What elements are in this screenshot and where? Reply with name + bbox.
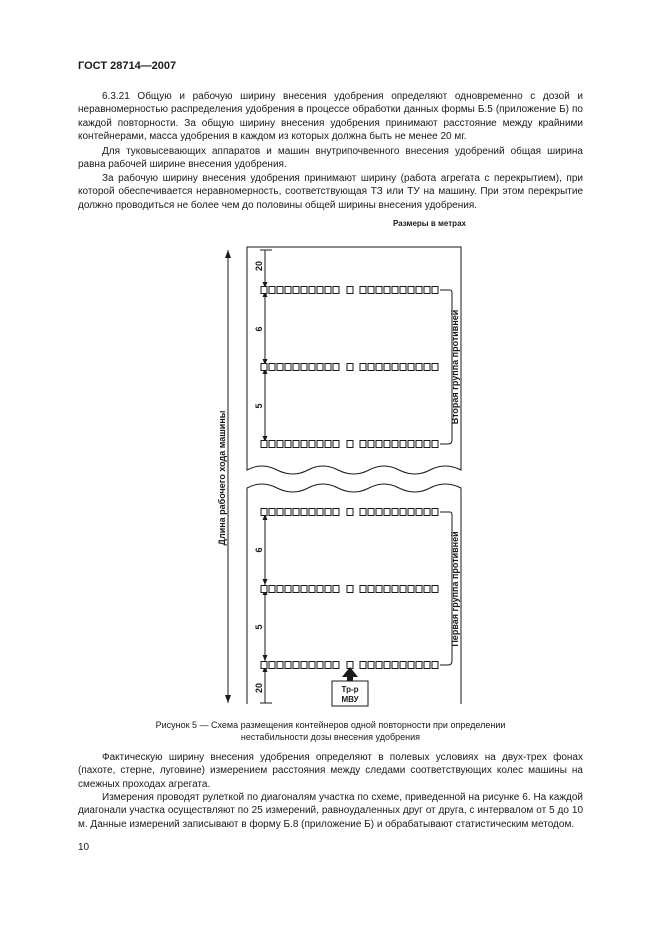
dimension-line-upper [254,250,272,444]
container-box [261,586,267,593]
container-box [424,662,430,669]
dim-lower-20: 20 [254,682,264,694]
container-box [376,441,382,448]
container-box [277,364,283,371]
container-box [333,509,339,516]
container-box [432,441,438,448]
container-box [269,364,275,371]
container-box [309,287,315,294]
container-box [384,662,390,669]
container-box [408,287,414,294]
page-number: 10 [78,842,90,853]
container-box [301,364,307,371]
container-box [400,662,406,669]
container-box [325,441,331,448]
container-box [277,509,283,516]
paragraph-working-width: За рабочую ширину внесения удобрения принимают ширину (работа агрегата с перекрытием), при которой обеспечивается неравномерность, соответствующая ТЗ или ТУ на машину. При этом перекрытие должно проводиться не более чем до половины общей ширины внесения удобрения. [78,173,583,211]
container-box [424,509,430,516]
container-box [309,441,315,448]
length-dimension [217,250,231,703]
machine-label-tractor: Тр-р [341,685,359,694]
container-box [400,364,406,371]
dim-upper-20: 20 [254,260,264,272]
document-header: ГОСТ 28714—2007 [78,60,177,72]
container-box [285,662,291,669]
dim-upper-6: 6 [254,326,264,332]
container-box [301,586,307,593]
container-box [301,662,307,669]
container-box [325,509,331,516]
container-box [424,441,430,448]
container-box [333,662,339,669]
container-box [285,509,291,516]
container-box [424,364,430,371]
container-box [416,662,422,669]
container-box [432,662,438,669]
lower-field-frame [247,484,461,704]
container-box [347,509,353,516]
dimension-line-lower [254,512,272,703]
container-box [293,287,299,294]
container-box [376,364,382,371]
container-box [368,441,374,448]
container-box [277,586,283,593]
dim-lower-5: 5 [254,624,264,630]
container-box [432,586,438,593]
container-box [293,441,299,448]
container-box [347,586,353,593]
container-box [269,287,275,294]
container-box [333,287,339,294]
container-box [269,441,275,448]
paragraph-measurements: Измерения проводят рулеткой по диагоналям участка по схеме, приведенной на рисунке 6. На каждой диагонали участка осуществляют по 25 измерений, равноудаленных друг от друга, с интервалом от 5 до 10 м. Данные измерений записывают в форму Б.8 (приложение Б) и обрабатывают статистическим методом. [78,792,583,830]
container-box [325,287,331,294]
container-box [384,441,390,448]
container-box [432,287,438,294]
container-box [408,441,414,448]
container-box [325,586,331,593]
container-box [384,586,390,593]
upper-group-label: Вторая группа противней [450,309,460,425]
container-row [261,662,438,669]
container-box [408,509,414,516]
paragraph-actual-width: Фактическую ширину внесения удобрения определяют в полевых условиях на двух-трех фонах (пахоте, стерне, луговине) измерением расстояния между следами соответствующих колес машины на смежных проходах агрегата. [78,752,583,790]
container-box [269,662,275,669]
container-box [261,364,267,371]
container-box [285,586,291,593]
container-box [392,586,398,593]
container-box [360,287,366,294]
container-box [368,364,374,371]
container-box [347,364,353,371]
container-box [432,509,438,516]
container-box [360,364,366,371]
figure-caption-line2: нестабильности дозы внесения удобрения [240,732,421,742]
container-box [317,287,323,294]
container-box [400,441,406,448]
container-box [368,509,374,516]
container-box [293,586,299,593]
dim-upper-5: 5 [254,403,264,409]
container-box [360,662,366,669]
container-box [432,364,438,371]
container-box [360,441,366,448]
container-box [285,287,291,294]
container-box [301,287,307,294]
container-box [325,364,331,371]
container-box [277,662,283,669]
container-box [400,287,406,294]
container-box [360,509,366,516]
container-row [261,287,438,294]
container-row [261,509,438,516]
container-box [317,509,323,516]
container-box [416,287,422,294]
container-box [285,364,291,371]
machine-symbol [332,667,368,706]
container-box [416,441,422,448]
container-box [317,662,323,669]
container-box [408,662,414,669]
container-box [408,364,414,371]
container-box [368,662,374,669]
paragraph-tuk: Для туковысевающих аппаратов и машин внутрипочвенного внесения удобрений общая ширина равна рабочей ширине внесения удобрения. [78,146,583,171]
container-box [368,586,374,593]
container-box [309,509,315,516]
container-box [269,509,275,516]
container-box [376,287,382,294]
container-box [301,441,307,448]
container-box [325,662,331,669]
container-box [384,364,390,371]
container-box [408,586,414,593]
container-box [277,441,283,448]
container-box [347,441,353,448]
container-box [384,509,390,516]
container-box [347,287,353,294]
container-box [317,441,323,448]
container-row [261,441,438,448]
container-box [376,509,382,516]
container-box [400,509,406,516]
container-box [333,586,339,593]
container-row [261,586,438,593]
container-box [309,364,315,371]
container-box [333,441,339,448]
container-box [384,287,390,294]
length-label: Длина рабочего хода машины [217,410,227,546]
container-box [360,586,366,593]
container-box [392,662,398,669]
container-box [269,586,275,593]
machine-label-mvu: МВУ [341,695,359,704]
container-box [261,662,267,669]
container-box [368,287,374,294]
container-box [317,586,323,593]
units-label: Размеры в метрах [393,219,466,228]
container-box [333,364,339,371]
container-box [400,586,406,593]
container-box [301,509,307,516]
paragraph-6-3-21: 6.3.21 Общую и рабочую ширину внесения удобрения определяют одновременно с дозой и неравномерностью распределения удобрения в процессе обработки данных формы Б.5 (приложение Б) по каждой повторности. За общую ширину внесения удобрения принимают расстояние между крайними контейнерами, масса удобрения в каждом из которых должна быть не менее 20 мг. [78,91,583,142]
container-box [416,586,422,593]
container-box [376,662,382,669]
figure-caption-line1: Рисунок 5 — Схема размещения контейнеров одной повторности при определении [155,720,506,730]
container-rows [261,287,438,669]
container-box [261,509,267,516]
container-box [424,287,430,294]
container-box [392,509,398,516]
dim-lower-6: 6 [254,547,264,553]
container-box [392,441,398,448]
container-box [416,364,422,371]
container-box [261,287,267,294]
container-box [293,662,299,669]
container-box [317,364,323,371]
container-box [376,586,382,593]
container-row [261,364,438,371]
container-box [293,364,299,371]
container-box [277,287,283,294]
upper-field-frame [247,247,461,474]
container-box [392,287,398,294]
container-box [424,586,430,593]
container-box [309,662,315,669]
container-box [285,441,291,448]
container-box [416,509,422,516]
container-box [392,364,398,371]
container-box [309,586,315,593]
container-box [293,509,299,516]
lower-group-label: Первая группа противней [450,531,460,647]
container-box [261,441,267,448]
